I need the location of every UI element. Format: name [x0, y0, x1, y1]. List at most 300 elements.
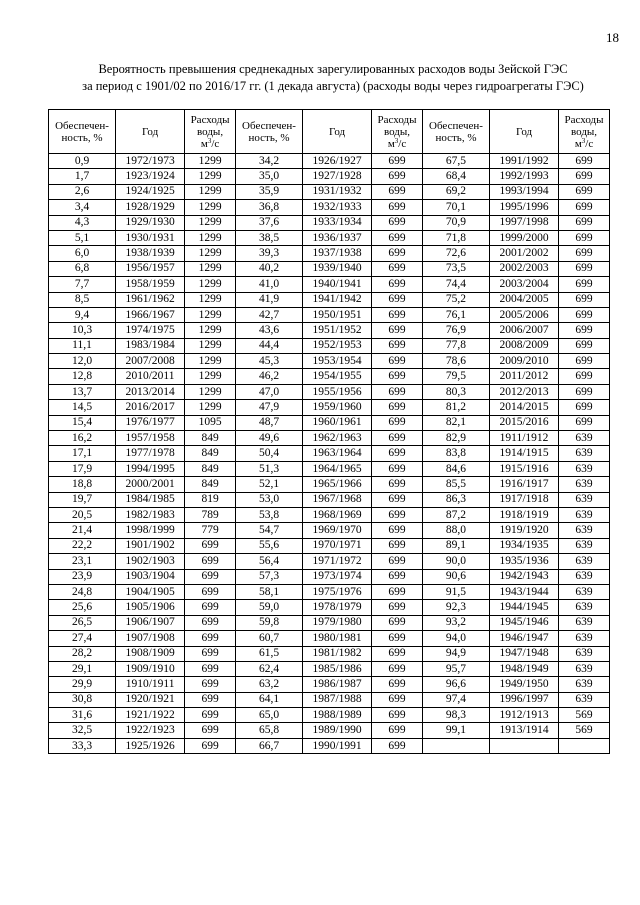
probability-cell: 39,3 — [235, 246, 302, 261]
discharge-cell: 699 — [372, 661, 423, 676]
unit-exponent: 3 — [394, 136, 399, 145]
discharge-cell: 699 — [185, 600, 236, 615]
table-row — [49, 584, 610, 599]
discharge-cell: 1299 — [185, 200, 236, 215]
discharge-cell: 639 — [559, 431, 610, 446]
year-cell: 1954/1955 — [303, 369, 372, 384]
header-probability-line1: Обеспечен- — [429, 119, 483, 132]
year-cell: 1942/1943 — [490, 569, 559, 584]
discharge-cell: 699 — [185, 554, 236, 569]
discharge-cell: 789 — [185, 507, 236, 522]
table-row — [49, 708, 610, 723]
header-discharge-line1: Расходы — [190, 113, 230, 126]
discharge-cell: 699 — [559, 307, 610, 322]
probability-cell: 93,2 — [422, 615, 489, 630]
probability-cell: 20,5 — [49, 507, 116, 522]
probability-cell: 33,3 — [49, 738, 116, 753]
unit-exponent: 3 — [207, 136, 212, 145]
year-cell: 2005/2006 — [490, 307, 559, 322]
probability-cell: 82,9 — [422, 431, 489, 446]
year-cell: 1916/1917 — [490, 477, 559, 492]
probability-cell: 62,4 — [235, 661, 302, 676]
year-cell: 1994/1995 — [116, 461, 185, 476]
discharge-cell: 699 — [372, 738, 423, 753]
discharge-cell: 1299 — [185, 292, 236, 307]
table-row — [49, 369, 610, 384]
year-cell: 2009/2010 — [490, 354, 559, 369]
probability-cell: 84,6 — [422, 461, 489, 476]
probability-cell: 40,2 — [235, 261, 302, 276]
discharge-cell: 819 — [185, 492, 236, 507]
probability-cell: 72,6 — [422, 246, 489, 261]
discharge-cell: 699 — [372, 538, 423, 553]
probability-cell: 56,4 — [235, 554, 302, 569]
probability-cell: 0,9 — [49, 154, 116, 169]
year-cell: 2007/2008 — [116, 354, 185, 369]
year-cell: 1902/1903 — [116, 554, 185, 569]
probability-cell: 28,2 — [49, 646, 116, 661]
probability-cell — [422, 738, 489, 753]
table-row — [49, 384, 610, 399]
discharge-cell: 699 — [372, 569, 423, 584]
header-discharge-3 — [559, 110, 610, 154]
year-cell: 1923/1924 — [116, 169, 185, 184]
year-cell: 1912/1913 — [490, 708, 559, 723]
discharge-cell: 699 — [372, 677, 423, 692]
discharge-cell: 699 — [559, 184, 610, 199]
probability-cell: 18,8 — [49, 477, 116, 492]
discharge-cell: 699 — [372, 446, 423, 461]
table-row — [49, 692, 610, 707]
table-row — [49, 738, 610, 753]
probability-cell: 45,3 — [235, 354, 302, 369]
discharge-cell: 639 — [559, 692, 610, 707]
probability-cell: 95,7 — [422, 661, 489, 676]
discharge-cell: 1299 — [185, 184, 236, 199]
discharge-cell: 1299 — [185, 277, 236, 292]
year-cell: 1965/1966 — [303, 477, 372, 492]
probability-cell: 15,4 — [49, 415, 116, 430]
year-cell: 1931/1932 — [303, 184, 372, 199]
year-cell: 1952/1953 — [303, 338, 372, 353]
table-row — [49, 307, 610, 322]
probability-cell: 10,3 — [49, 323, 116, 338]
probability-cell: 25,6 — [49, 600, 116, 615]
header-discharge-unit — [201, 138, 219, 150]
probability-cell: 88,0 — [422, 523, 489, 538]
table-row — [49, 461, 610, 476]
year-cell: 1914/1915 — [490, 446, 559, 461]
unit-base: м — [200, 137, 208, 150]
table-row — [49, 154, 610, 169]
year-cell: 1935/1936 — [490, 554, 559, 569]
probability-cell: 47,9 — [235, 400, 302, 415]
header-probability-line2: ность, % — [248, 131, 290, 144]
probability-cell: 12,0 — [49, 354, 116, 369]
probability-cell: 12,8 — [49, 369, 116, 384]
probability-cell: 53,0 — [235, 492, 302, 507]
probability-cell: 97,4 — [422, 692, 489, 707]
year-cell: 1982/1983 — [116, 507, 185, 522]
probability-cell: 50,4 — [235, 446, 302, 461]
discharge-cell: 639 — [559, 461, 610, 476]
discharge-cell: 699 — [372, 507, 423, 522]
discharge-cell: 699 — [372, 323, 423, 338]
discharge-cell: 699 — [372, 246, 423, 261]
year-cell: 1993/1994 — [490, 184, 559, 199]
probability-cell: 61,5 — [235, 646, 302, 661]
unit-tail: /с — [585, 137, 594, 150]
probability-cell: 35,9 — [235, 184, 302, 199]
discharge-cell: 639 — [559, 584, 610, 599]
year-cell: 1921/1922 — [116, 708, 185, 723]
year-cell: 1973/1974 — [303, 569, 372, 584]
table-row — [49, 569, 610, 584]
header-probability-3 — [422, 110, 489, 154]
year-cell: 2004/2005 — [490, 292, 559, 307]
header-discharge-line1: Расходы — [564, 113, 604, 126]
year-cell: 1926/1927 — [303, 154, 372, 169]
table-row — [49, 230, 610, 245]
header-discharge-line2: воды, — [197, 125, 224, 138]
year-cell: 2012/2013 — [490, 384, 559, 399]
year-cell: 1936/1937 — [303, 230, 372, 245]
discharge-cell: 1299 — [185, 323, 236, 338]
table-row — [49, 477, 610, 492]
year-cell: 2001/2002 — [490, 246, 559, 261]
discharge-cell: 639 — [559, 677, 610, 692]
discharge-cell: 699 — [372, 584, 423, 599]
title-line-1: Вероятность превышения среднекадных зарегулированных расходов воды Зейской ГЭС — [98, 62, 568, 76]
year-cell: 1990/1991 — [303, 738, 372, 753]
discharge-cell: 639 — [559, 615, 610, 630]
year-cell: 1901/1902 — [116, 538, 185, 553]
discharge-cell: 639 — [559, 492, 610, 507]
discharge-cell: 699 — [372, 646, 423, 661]
probability-cell: 16,2 — [49, 431, 116, 446]
year-cell: 1915/1916 — [490, 461, 559, 476]
discharge-cell: 639 — [559, 554, 610, 569]
probability-cell: 79,5 — [422, 369, 489, 384]
table-row — [49, 338, 610, 353]
discharge-cell: 699 — [372, 277, 423, 292]
year-cell: 1911/1912 — [490, 431, 559, 446]
year-cell: 1984/1985 — [116, 492, 185, 507]
year-cell: 1949/1950 — [490, 677, 559, 692]
probability-cell: 91,5 — [422, 584, 489, 599]
header-year-2: Год — [303, 110, 372, 154]
probability-cell: 74,4 — [422, 277, 489, 292]
year-cell: 1960/1961 — [303, 415, 372, 430]
year-cell: 1909/1910 — [116, 661, 185, 676]
probability-cell: 48,7 — [235, 415, 302, 430]
discharge-cell: 699 — [559, 261, 610, 276]
probability-cell: 78,6 — [422, 354, 489, 369]
year-cell: 1903/1904 — [116, 569, 185, 584]
discharge-cell: 639 — [559, 569, 610, 584]
year-cell: 1941/1942 — [303, 292, 372, 307]
probability-cell: 71,8 — [422, 230, 489, 245]
discharge-cell: 639 — [559, 523, 610, 538]
discharge-cell: 699 — [372, 523, 423, 538]
discharge-cell: 699 — [559, 246, 610, 261]
discharge-cell: 569 — [559, 723, 610, 738]
discharge-cell: 699 — [559, 154, 610, 169]
table-row — [49, 631, 610, 646]
year-cell: 2010/2011 — [116, 369, 185, 384]
table-row — [49, 400, 610, 415]
year-cell: 1918/1919 — [490, 507, 559, 522]
discharge-cell: 699 — [559, 415, 610, 430]
table-row — [49, 507, 610, 522]
probability-cell: 57,3 — [235, 569, 302, 584]
discharge-cell: 639 — [559, 646, 610, 661]
probability-cell: 55,6 — [235, 538, 302, 553]
year-cell: 1985/1986 — [303, 661, 372, 676]
discharge-cell: 699 — [372, 615, 423, 630]
probability-cell: 37,6 — [235, 215, 302, 230]
probability-cell: 31,6 — [49, 708, 116, 723]
year-cell: 1950/1951 — [303, 307, 372, 322]
probability-cell: 66,7 — [235, 738, 302, 753]
header-discharge-1 — [185, 110, 236, 154]
discharge-cell: 699 — [559, 292, 610, 307]
probability-cell: 8,5 — [49, 292, 116, 307]
year-cell: 1906/1907 — [116, 615, 185, 630]
year-cell: 1995/1996 — [490, 200, 559, 215]
discharge-cell: 1299 — [185, 169, 236, 184]
table-row — [49, 615, 610, 630]
unit-base: м — [574, 137, 582, 150]
probability-cell: 4,3 — [49, 215, 116, 230]
year-cell: 1997/1998 — [490, 215, 559, 230]
table-row — [49, 538, 610, 553]
year-cell: 1930/1931 — [116, 230, 185, 245]
probability-cell: 44,4 — [235, 338, 302, 353]
year-cell: 1967/1968 — [303, 492, 372, 507]
discharge-cell: 699 — [185, 569, 236, 584]
probability-cell: 75,2 — [422, 292, 489, 307]
probability-cell: 94,9 — [422, 646, 489, 661]
table-row — [49, 200, 610, 215]
header-probability-1 — [49, 110, 116, 154]
probability-cell: 90,6 — [422, 569, 489, 584]
probability-cell: 41,0 — [235, 277, 302, 292]
table-row — [49, 677, 610, 692]
year-cell: 1959/1960 — [303, 400, 372, 415]
discharge-cell: 699 — [372, 292, 423, 307]
header-year-1: Год — [116, 110, 185, 154]
discharge-cell: 1299 — [185, 246, 236, 261]
document-title — [48, 61, 618, 95]
probability-cell: 38,5 — [235, 230, 302, 245]
discharge-cell: 639 — [559, 477, 610, 492]
probability-cell: 70,9 — [422, 215, 489, 230]
year-cell: 1929/1930 — [116, 215, 185, 230]
probability-cell: 2,6 — [49, 184, 116, 199]
discharge-cell: 849 — [185, 431, 236, 446]
discharge-cell: 699 — [185, 738, 236, 753]
discharge-cell: 699 — [185, 615, 236, 630]
probability-cell: 36,8 — [235, 200, 302, 215]
probability-cell: 6,0 — [49, 246, 116, 261]
year-cell: 1988/1989 — [303, 708, 372, 723]
year-cell: 1958/1959 — [116, 277, 185, 292]
year-cell: 1991/1992 — [490, 154, 559, 169]
year-cell: 1956/1957 — [116, 261, 185, 276]
probability-cell: 87,2 — [422, 507, 489, 522]
probability-cell: 34,2 — [235, 154, 302, 169]
probability-cell: 98,3 — [422, 708, 489, 723]
year-cell: 1934/1935 — [490, 538, 559, 553]
table-row — [49, 415, 610, 430]
table-row — [49, 523, 610, 538]
table-row — [49, 431, 610, 446]
table-row — [49, 215, 610, 230]
probability-cell: 30,8 — [49, 692, 116, 707]
discharge-cell: 639 — [559, 631, 610, 646]
year-cell: 1924/1925 — [116, 184, 185, 199]
year-cell: 2013/2014 — [116, 384, 185, 399]
year-cell: 1986/1987 — [303, 677, 372, 692]
year-cell: 1970/1971 — [303, 538, 372, 553]
probability-cell: 83,8 — [422, 446, 489, 461]
discharge-cell: 699 — [559, 200, 610, 215]
year-cell: 1996/1997 — [490, 692, 559, 707]
probability-cell: 92,3 — [422, 600, 489, 615]
discharge-cell: 1299 — [185, 369, 236, 384]
probability-cell: 17,1 — [49, 446, 116, 461]
year-cell: 1983/1984 — [116, 338, 185, 353]
discharge-cell: 699 — [185, 584, 236, 599]
year-cell: 1979/1980 — [303, 615, 372, 630]
probability-cell: 26,5 — [49, 615, 116, 630]
table-row — [49, 354, 610, 369]
year-cell: 1962/1963 — [303, 431, 372, 446]
probability-cell: 85,5 — [422, 477, 489, 492]
discharge-cell: 1299 — [185, 354, 236, 369]
year-cell: 1968/1969 — [303, 507, 372, 522]
year-cell: 1927/1928 — [303, 169, 372, 184]
header-probability-line1: Обеспечен- — [242, 119, 296, 132]
header-year-3: Год — [490, 110, 559, 154]
discharge-cell: 569 — [559, 708, 610, 723]
discharge-cell: 699 — [185, 677, 236, 692]
year-cell: 1938/1939 — [116, 246, 185, 261]
header-discharge-2 — [372, 110, 423, 154]
discharge-cell: 699 — [372, 723, 423, 738]
discharge-cell: 699 — [559, 169, 610, 184]
table-row — [49, 292, 610, 307]
probability-cell: 42,7 — [235, 307, 302, 322]
probability-cell: 24,8 — [49, 584, 116, 599]
header-probability-line2: ность, % — [435, 131, 477, 144]
probability-cell: 60,7 — [235, 631, 302, 646]
year-cell: 1999/2000 — [490, 230, 559, 245]
discharge-cell: 699 — [372, 461, 423, 476]
probability-cell: 1,7 — [49, 169, 116, 184]
discharge-cell: 639 — [559, 507, 610, 522]
year-cell: 1989/1990 — [303, 723, 372, 738]
probability-cell: 23,9 — [49, 569, 116, 584]
year-cell: 1939/1940 — [303, 261, 372, 276]
year-cell: 1953/1954 — [303, 354, 372, 369]
year-cell: 1933/1934 — [303, 215, 372, 230]
probability-cell: 67,5 — [422, 154, 489, 169]
probability-cell: 17,9 — [49, 461, 116, 476]
table-row — [49, 446, 610, 461]
discharge-cell: 699 — [372, 369, 423, 384]
discharge-cell: 699 — [559, 323, 610, 338]
year-cell: 2014/2015 — [490, 400, 559, 415]
year-cell: 1971/1972 — [303, 554, 372, 569]
discharge-cell: 639 — [559, 661, 610, 676]
discharge-cell: 699 — [559, 354, 610, 369]
discharge-cell: 699 — [372, 169, 423, 184]
probability-cell: 3,4 — [49, 200, 116, 215]
probability-cell: 49,6 — [235, 431, 302, 446]
year-cell: 1976/1977 — [116, 415, 185, 430]
year-cell: 2011/2012 — [490, 369, 559, 384]
probability-cell: 77,8 — [422, 338, 489, 353]
probability-cell: 86,3 — [422, 492, 489, 507]
table-row — [49, 554, 610, 569]
year-cell: 1904/1905 — [116, 584, 185, 599]
header-row — [49, 110, 610, 154]
discharge-cell: 699 — [185, 631, 236, 646]
discharge-cell: 699 — [372, 600, 423, 615]
probability-cell: 68,4 — [422, 169, 489, 184]
discharge-cell: 699 — [372, 354, 423, 369]
probability-cell: 29,9 — [49, 677, 116, 692]
unit-tail: /с — [211, 137, 220, 150]
probability-cell: 76,9 — [422, 323, 489, 338]
discharge-cell: 1299 — [185, 261, 236, 276]
probability-cell: 80,3 — [422, 384, 489, 399]
probability-cell: 27,4 — [49, 631, 116, 646]
year-cell: 1928/1929 — [116, 200, 185, 215]
year-cell: 2015/2016 — [490, 415, 559, 430]
probability-cell: 65,0 — [235, 708, 302, 723]
probability-cell: 23,1 — [49, 554, 116, 569]
probability-cell: 51,3 — [235, 461, 302, 476]
year-cell: 2003/2004 — [490, 277, 559, 292]
discharge-cell: 849 — [185, 477, 236, 492]
year-cell: 1948/1949 — [490, 661, 559, 676]
probability-cell: 70,1 — [422, 200, 489, 215]
probability-cell: 81,2 — [422, 400, 489, 415]
discharge-cell: 699 — [372, 184, 423, 199]
discharge-cell: 1299 — [185, 154, 236, 169]
probability-cell: 82,1 — [422, 415, 489, 430]
probability-cell: 6,8 — [49, 261, 116, 276]
discharge-cell: 1095 — [185, 415, 236, 430]
discharge-cell: 1299 — [185, 215, 236, 230]
discharge-cell: 699 — [372, 154, 423, 169]
year-cell: 2000/2001 — [116, 477, 185, 492]
discharge-cell: 639 — [559, 538, 610, 553]
year-cell: 1974/1975 — [116, 323, 185, 338]
year-cell: 1975/1976 — [303, 584, 372, 599]
discharge-cell: 699 — [372, 200, 423, 215]
probability-cell: 69,2 — [422, 184, 489, 199]
discharge-cell: 1299 — [185, 307, 236, 322]
probability-cell: 9,4 — [49, 307, 116, 322]
header-discharge-line1: Расходы — [377, 113, 417, 126]
discharge-cell: 699 — [372, 431, 423, 446]
year-cell: 1980/1981 — [303, 631, 372, 646]
table-row — [49, 492, 610, 507]
